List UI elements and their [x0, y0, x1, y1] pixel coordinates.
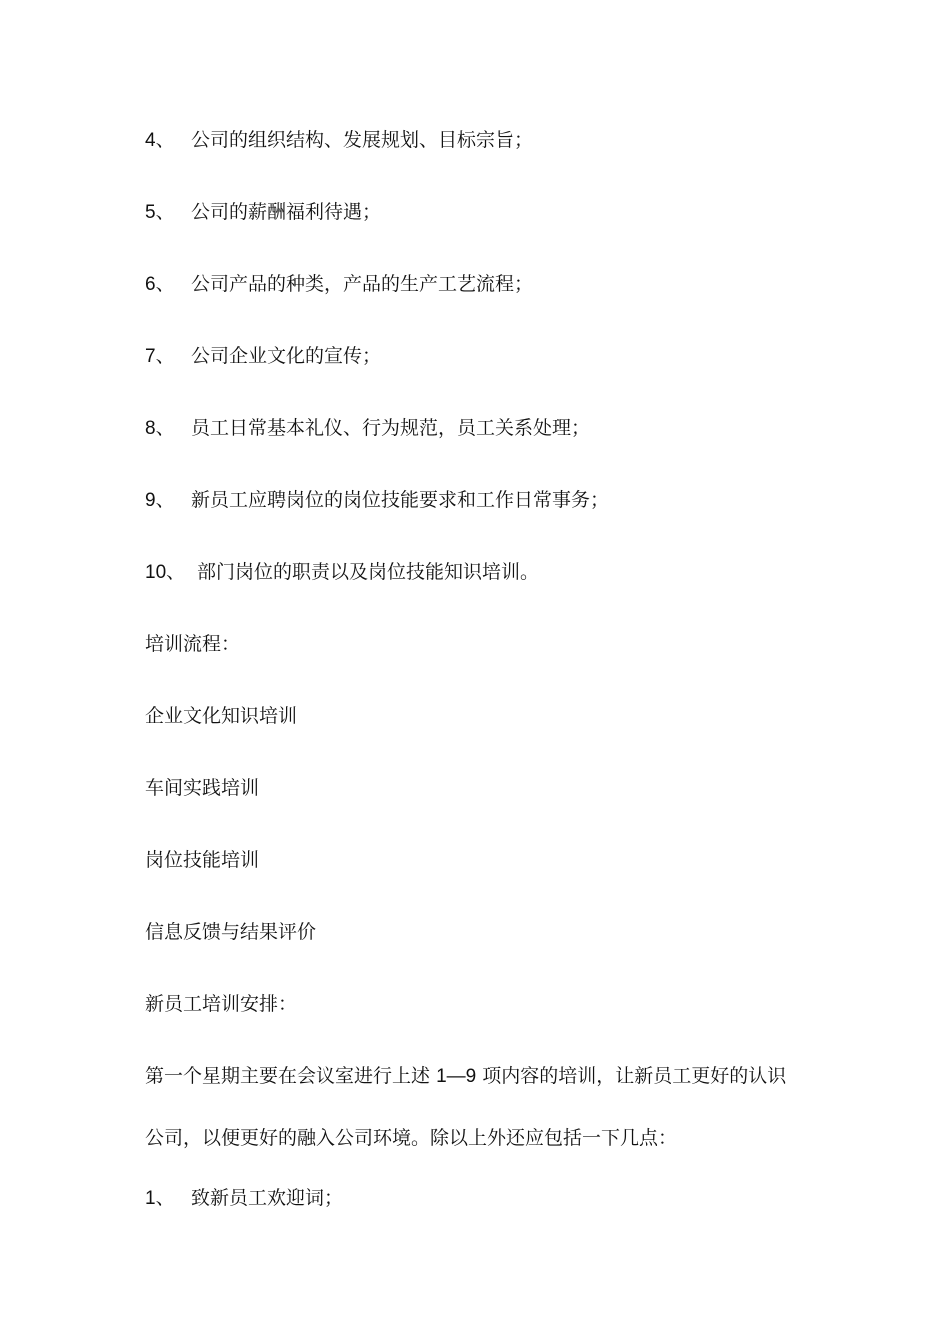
paragraph-text: 第一个星期主要在会议室进行上述 [145, 1065, 431, 1087]
list-item-10 [145, 560, 539, 585]
arrangement-paragraph [145, 1064, 815, 1150]
list-item-4 [145, 128, 533, 153]
list-number: 10、 [145, 562, 186, 583]
paragraph-line [145, 1064, 815, 1089]
training-step: 企业文化知识培训 [145, 705, 298, 727]
list-number: 7、 [145, 346, 175, 367]
list-number: 8、 [145, 418, 175, 439]
list-text: 部门岗位的职责以及岗位技能知识培训。 [197, 561, 540, 583]
list-text: 公司企业文化的宣传； [191, 345, 382, 367]
list-number: 4、 [145, 130, 175, 151]
list-number: 1、 [145, 1188, 175, 1209]
training-step: 岗位技能培训 [145, 849, 260, 871]
arrangement-heading: 新员工培训安排： [145, 993, 298, 1015]
item-range: 1—9 [436, 1066, 477, 1087]
training-step: 信息反馈与结果评价 [145, 921, 317, 943]
list-text: 公司产品的种类，产品的生产工艺流程； [191, 273, 534, 295]
list-item-9 [145, 488, 609, 513]
list-item-6 [145, 272, 533, 297]
list-text: 公司的组织结构、发展规划、目标宗旨； [191, 129, 534, 151]
list-number: 9、 [145, 490, 175, 511]
list-number: 5、 [145, 202, 175, 223]
list-text: 员工日常基本礼仪、行为规范，员工关系处理； [191, 417, 591, 439]
list-item-8 [145, 416, 590, 441]
training-process-heading: 培训流程： [145, 633, 241, 655]
list-text: 公司的薪酬福利待遇； [191, 201, 382, 223]
training-step: 车间实践培训 [145, 777, 260, 799]
paragraph-line: 公司，以便更好的融入公司环境。除以上外还应包括一下几点： [145, 1127, 678, 1149]
list-text: 致新员工欢迎词； [191, 1187, 344, 1209]
arrangement-item-1 [145, 1186, 343, 1211]
list-text: 新员工应聘岗位的岗位技能要求和工作日常事务； [191, 489, 610, 511]
paragraph-text: 项内容的培训，让新员工更好的认识 [482, 1065, 787, 1087]
list-item-7 [145, 344, 381, 369]
list-item-5 [145, 200, 381, 225]
list-number: 6、 [145, 274, 175, 295]
